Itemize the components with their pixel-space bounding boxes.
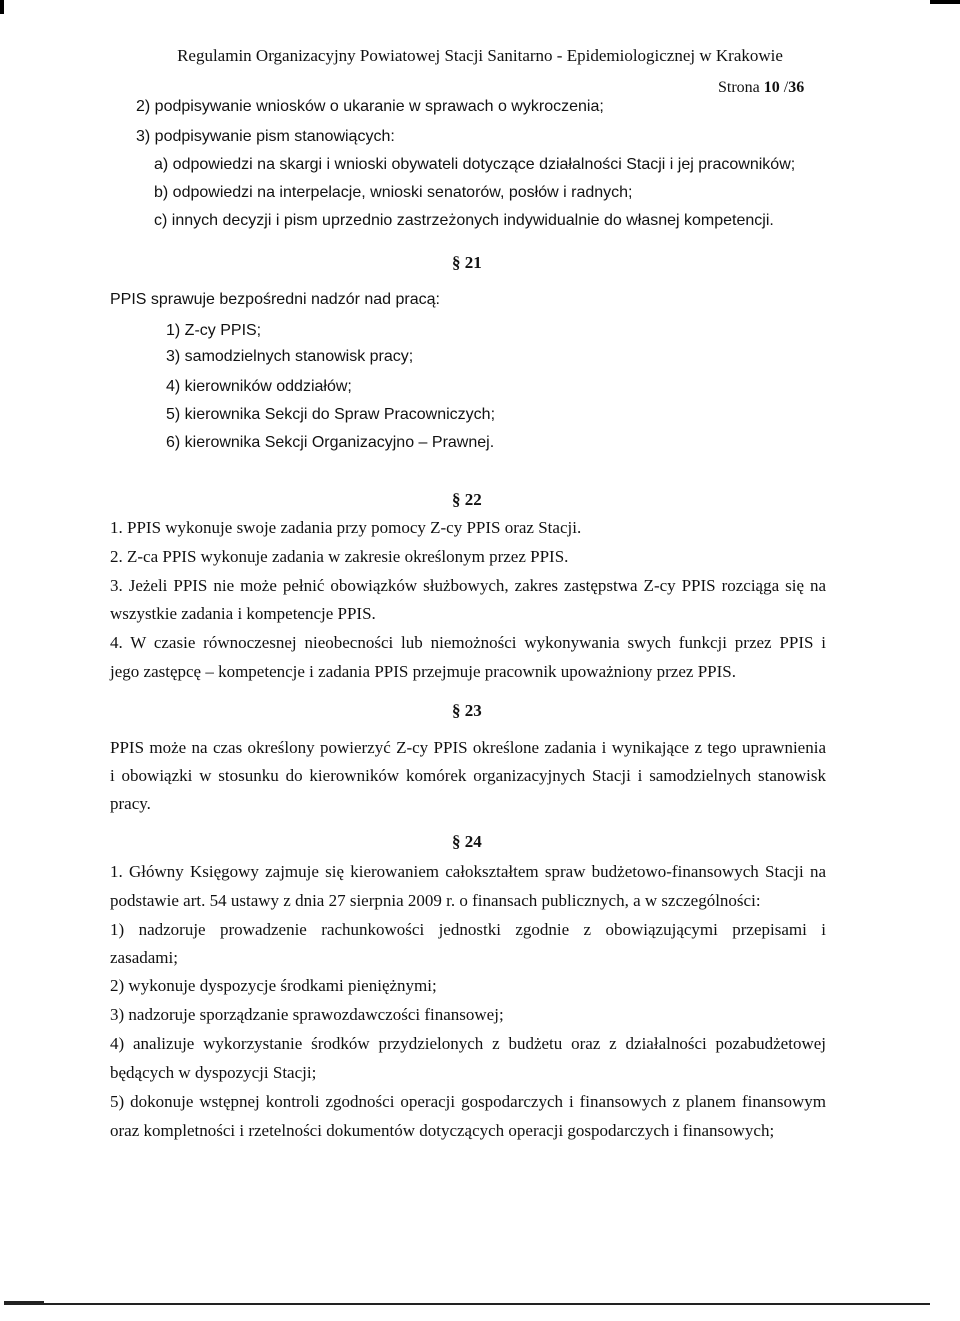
paragraph-line: 3. Jeżeli PPIS nie może pełnić obowiązków służbowych, zakres zastępstwa Z-cy PPIS rozciąga się na xyxy=(110,576,826,595)
paragraph-line: i obowiązki w stosunku do kierowników komórek organizacyjnych Stacji i samodzielnych stanowisk xyxy=(110,766,826,785)
section-heading: § 21 xyxy=(452,253,482,272)
paragraph: 2. Z-ca PPIS wykonuje zadania w zakresie określonym przez PPIS. xyxy=(110,547,569,566)
scan-corner-mark xyxy=(0,0,4,14)
page-number: Strona 10 /36 xyxy=(718,79,805,96)
paragraph-line: wszystkie zadania i kompetencje PPIS. xyxy=(110,604,376,623)
list-item: 3) nadzoruje sporządzanie sprawozdawczości finansowej; xyxy=(110,1005,504,1024)
paragraph-line: podstawie art. 54 ustawy z dnia 27 sierpnia 2009 r. o finansach publicznych, a w szczególności: xyxy=(110,891,761,910)
page-current: 10 xyxy=(763,79,780,96)
sub-list-item: b) odpowiedzi na interpelacje, wnioski senatorów, posłów i radnych; xyxy=(154,184,633,201)
paragraph-line: jego zastępcę – kompetencje i zadania PPIS przejmuje pracownik upoważniony przez PPIS. xyxy=(110,662,736,681)
list-item-line: 4) analizuje wykorzystanie środków przydzielonych z budżetu oraz z działalności pozabudżetowej xyxy=(110,1034,826,1053)
list-item-line: oraz kompletności i rzetelności dokumentów dotyczących operacji gospodarczych i finansowych; xyxy=(110,1121,775,1140)
section-intro: PPIS sprawuje bezpośredni nadzór nad pracą: xyxy=(110,291,440,308)
section-heading: § 22 xyxy=(452,490,482,509)
paragraph-line: pracy. xyxy=(110,794,151,813)
sub-list-item: c) innych decyzji i pism uprzednio zastrzeżonych indywidualnie do własnej kompetencji. xyxy=(154,212,774,229)
paragraph-line: 4. W czasie równoczesnej nieobecności lub niemożności wykonywania swych funkcji przez PPIS i xyxy=(110,633,826,652)
list-item: 6) kierownika Sekcji Organizacyjno – Prawnej. xyxy=(166,434,495,451)
list-item: 5) kierownika Sekcji do Spraw Pracowniczych; xyxy=(166,406,496,423)
page-total: 36 xyxy=(788,79,805,96)
list-item: 2) wykonuje dyspozycje środkami pieniężnymi; xyxy=(110,976,437,995)
list-item: 3) podpisywanie pism stanowiących: xyxy=(136,128,395,145)
paragraph-line: PPIS może na czas określony powierzyć Z-cy PPIS określone zadania i wynikające z tego uprawnienia xyxy=(110,738,826,757)
scan-bottom-rule-start xyxy=(4,1301,44,1304)
list-item-line: będących w dyspozycji Stacji; xyxy=(110,1063,317,1082)
list-item: 2) podpisywanie wniosków o ukaranie w sprawach o wykroczenia; xyxy=(136,98,604,115)
list-item-line: 1) nadzoruje prowadzenie rachunkowości jednostki zgodnie z obowiązującymi przepisami i xyxy=(110,920,826,939)
list-item-line: zasadami; xyxy=(110,948,178,967)
document-header: Regulamin Organizacyjny Powiatowej Stacji Sanitarno - Epidemiologicznej w Krakowie xyxy=(177,46,783,65)
scan-edge-mark xyxy=(930,0,960,4)
sub-list-item: a) odpowiedzi na skargi i wnioski obywateli dotyczące działalności Stacji i jej pracowników; xyxy=(154,156,796,173)
section-heading: § 23 xyxy=(452,701,482,720)
scan-bottom-rule xyxy=(4,1303,930,1305)
section-heading: § 24 xyxy=(452,832,482,851)
list-item-line: 5) dokonuje wstępnej kontroli zgodności operacji gospodarczych i finansowych z planem finansowym xyxy=(110,1092,826,1111)
paragraph: 1. PPIS wykonuje swoje zadania przy pomocy Z-cy PPIS oraz Stacji. xyxy=(110,518,582,537)
list-item: 4) kierowników oddziałów; xyxy=(166,378,352,395)
paragraph-line: 1. Główny Księgowy zajmuje się kierowaniem całokształtem spraw budżetowo-finansowych Stacji na xyxy=(110,862,826,881)
list-item: 3) samodzielnych stanowisk pracy; xyxy=(166,348,414,365)
list-item: 1) Z-cy PPIS; xyxy=(166,322,262,339)
